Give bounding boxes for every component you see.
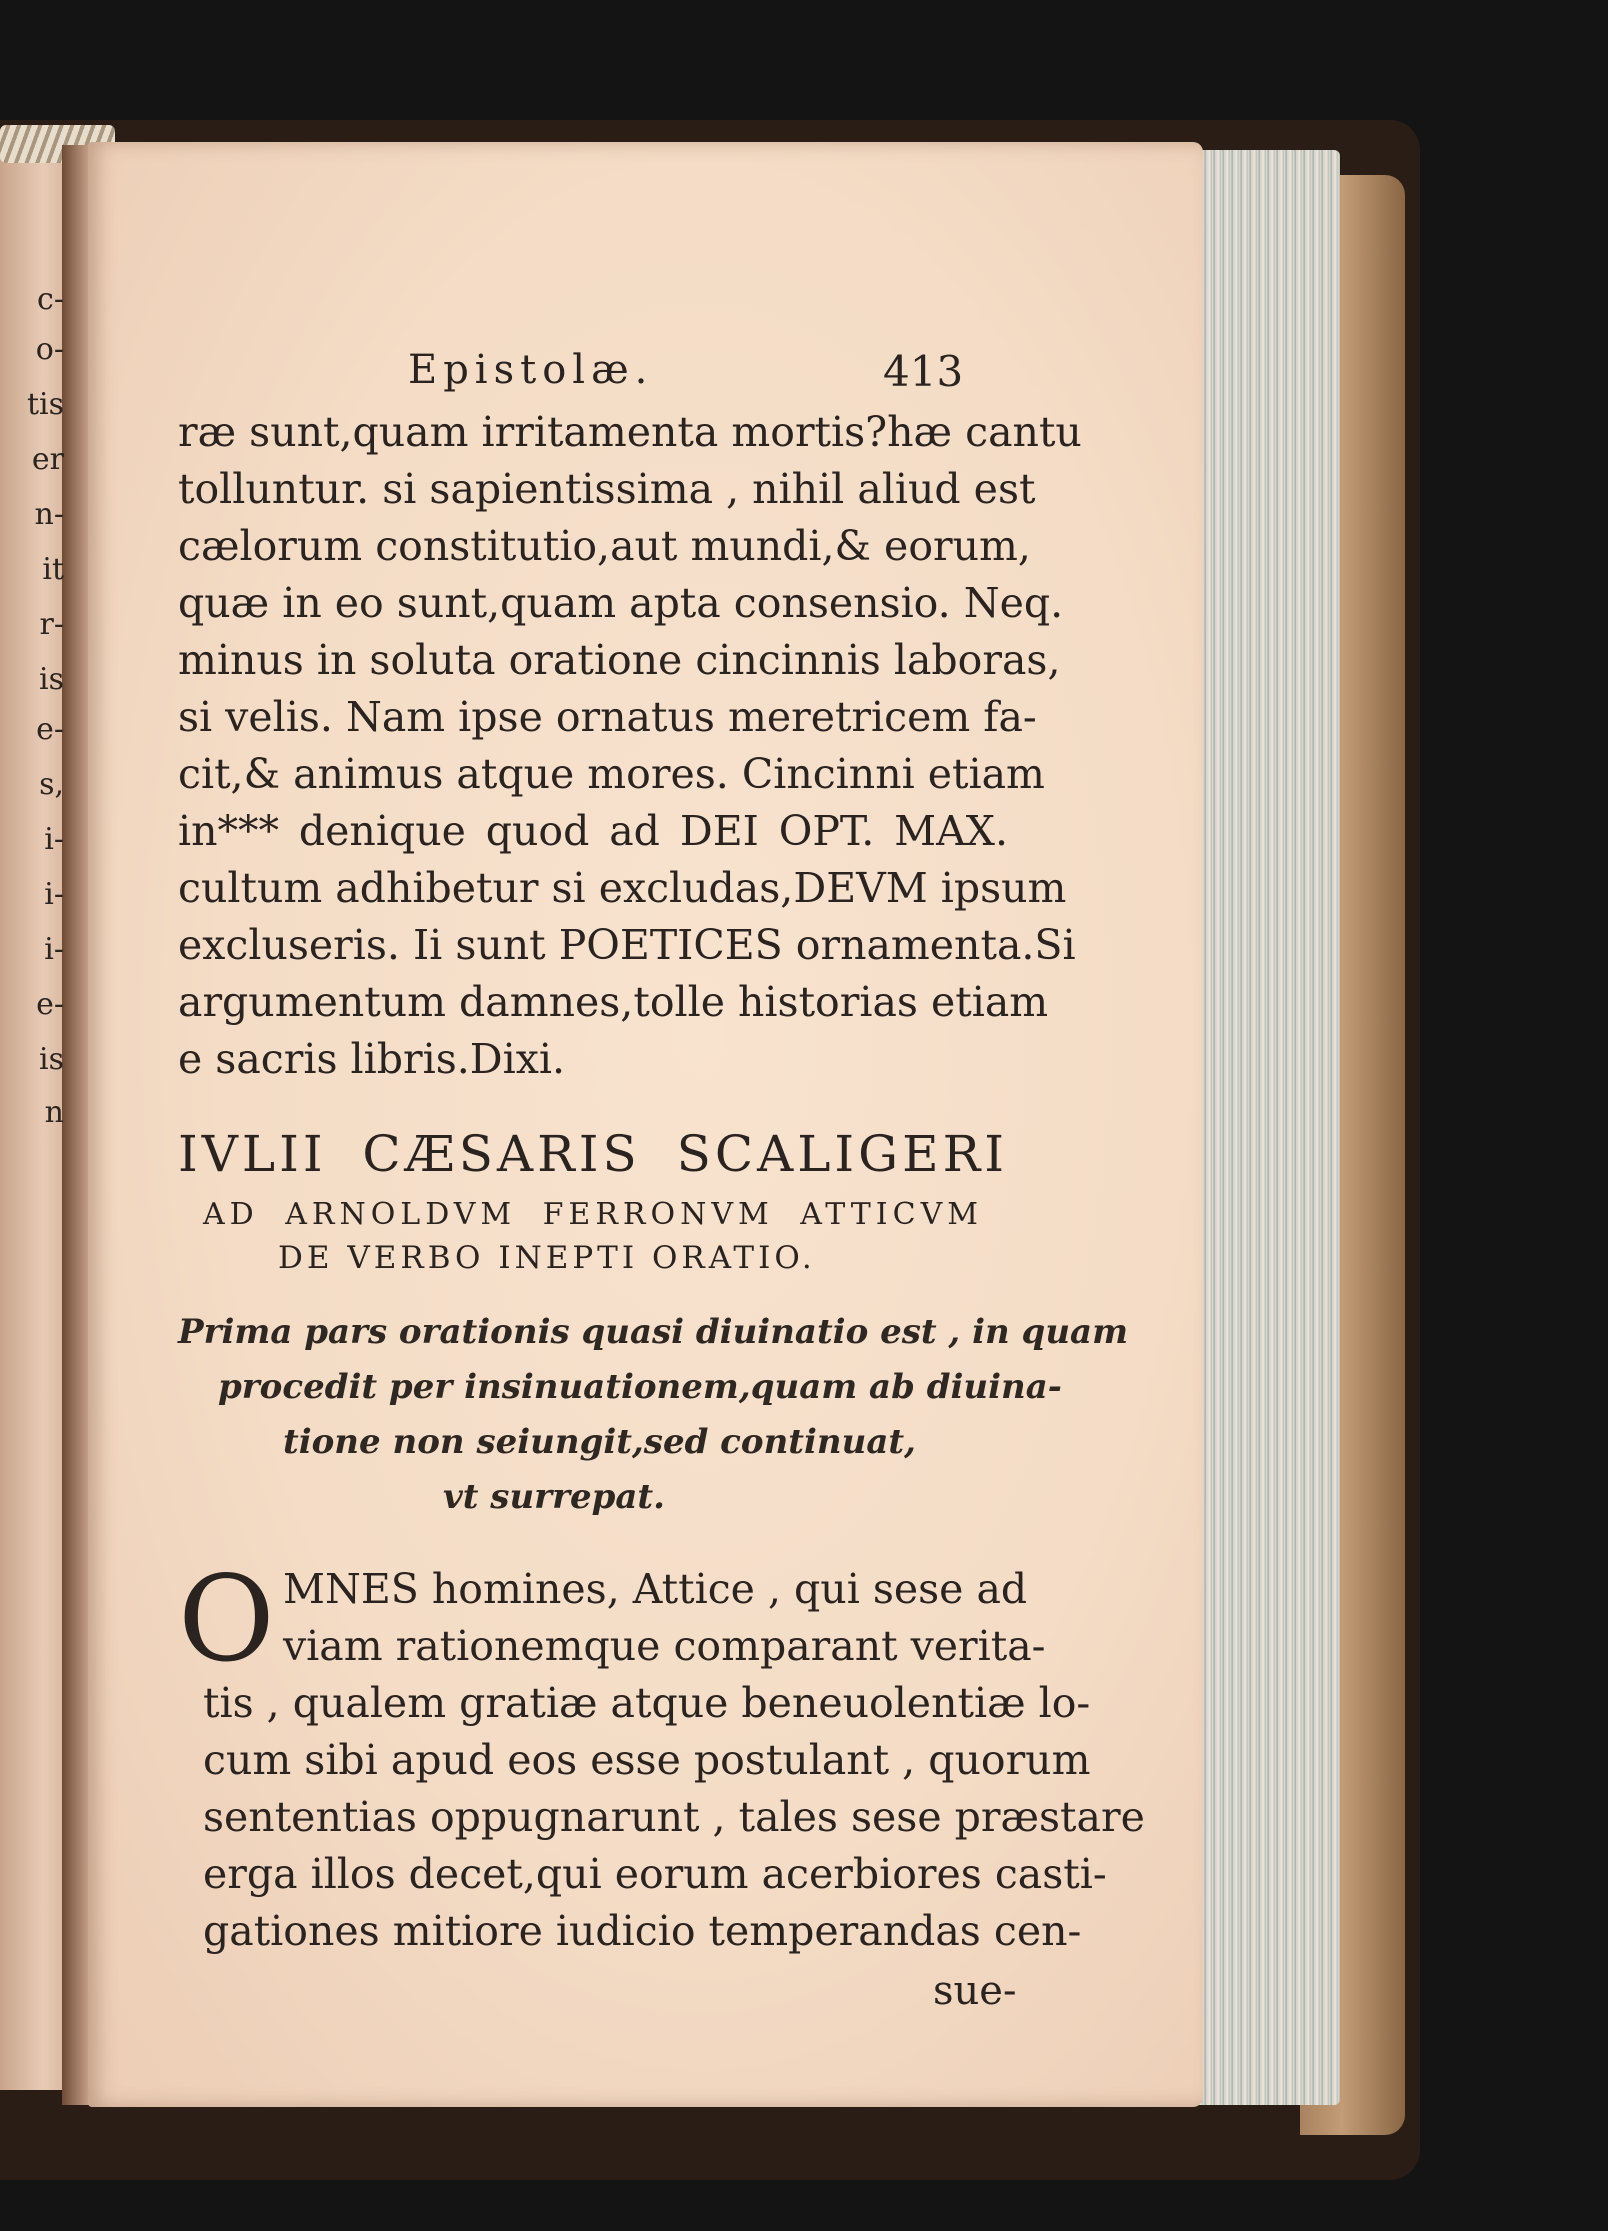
left-fragment: s, (39, 767, 64, 802)
oration-line: sententias oppugnarunt , tales sese præstare (203, 1793, 1145, 1841)
argument-line: procedit per insinuationem,quam ab diuina- (218, 1367, 1062, 1407)
left-fragment: n- (34, 497, 64, 532)
oration-line: MNES homines, Attice , qui sese ad (283, 1565, 1028, 1613)
running-header: Epistolæ. (408, 347, 654, 393)
argument-line: tione non seiungit,sed continuat, (283, 1422, 916, 1462)
oration-line: erga illos decet,qui eorum acerbiores casti- (203, 1850, 1107, 1898)
oration-line: gationes mitiore iudicio temperandas cen- (203, 1907, 1082, 1955)
left-fragment: r- (39, 607, 64, 642)
argument-line: vt surrepat. (443, 1477, 665, 1517)
body-line: cit,& animus atque mores. Cincinni etiam (178, 750, 1045, 798)
argument-line: Prima pars orationis quasi diuinatio est , in quam (178, 1312, 1129, 1352)
page-number: 413 (883, 347, 964, 396)
body-line: in*** denique quod ad DEI OPT. MAX. (178, 807, 1008, 855)
left-fragment: is (39, 662, 64, 697)
body-line: tolluntur. si sapientissima , nihil aliud est (178, 465, 1036, 513)
left-fragment: i- (44, 932, 64, 967)
left-fragment: o- (35, 332, 64, 367)
left-fragment: e- (36, 712, 64, 747)
oration-line: cum sibi apud eos esse postulant , quorum (203, 1736, 1091, 1784)
body-line: si velis. Nam ipse ornatus meretricem fa- (178, 693, 1037, 741)
left-fragment: i- (44, 877, 64, 912)
left-fragment: tis (26, 387, 64, 422)
oration-title: IVLII CÆSARIS SCALIGERI (178, 1125, 1008, 1183)
left-fragment: is (39, 1042, 64, 1077)
left-fragment: it (42, 552, 64, 587)
oration-subject: DE VERBO INEPTI ORATIO. (278, 1240, 816, 1276)
body-line: excluseris. Ii sunt POETICES ornamenta.Si (178, 921, 1076, 969)
body-line: ræ sunt,quam irritamenta mortis?hæ cantu (178, 408, 1082, 456)
oration-addressee: AD ARNOLDVM FERRONVM ATTICVM (203, 1197, 983, 1232)
right-page (88, 142, 1203, 2107)
oration-line: viam rationemque comparant verita- (283, 1622, 1046, 1670)
body-line: cultum adhibetur si excludas,DEVM ipsum (178, 864, 1067, 912)
left-fragment: c- (37, 282, 64, 317)
page-edges (1180, 150, 1340, 2105)
body-line: cælorum constitutio,aut mundi,& eorum, (178, 522, 1031, 570)
left-fragment: i- (44, 822, 64, 857)
left-fragment: e- (36, 987, 64, 1022)
drop-cap: O (178, 1550, 275, 1688)
body-line: quæ in eo sunt,quam apta consensio. Neq. (178, 579, 1064, 627)
body-line: minus in soluta oratione cincinnis laboras, (178, 636, 1061, 684)
oration-line: tis , qualem gratiæ atque beneuolentiæ lo- (203, 1679, 1091, 1727)
catchword: sue- (933, 1968, 1017, 2014)
body-line: e sacris libris.Dixi. (178, 1035, 566, 1083)
left-fragment: n (44, 1095, 64, 1130)
left-fragment: er (31, 442, 64, 477)
body-line: argumentum damnes,tolle historias etiam (178, 978, 1049, 1026)
